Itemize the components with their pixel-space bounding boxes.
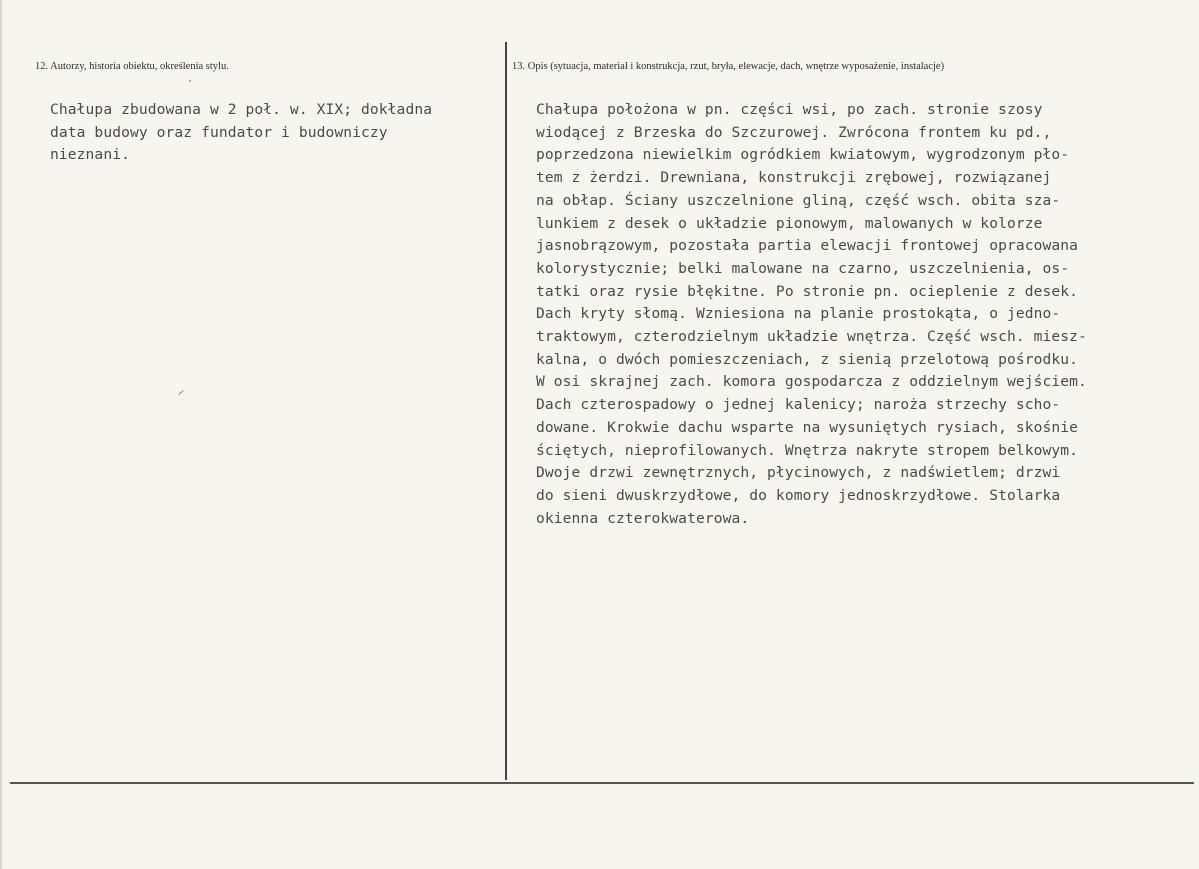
ink-tick xyxy=(178,390,183,395)
text-line: traktowym, czterodzielnym układzie wnętrza. Część wsch. miesz- xyxy=(536,328,1087,346)
section-12-heading: 12. Autorzy, historia obiektu, określenia stylu. xyxy=(35,61,229,72)
text-line: tatki oraz rysie błękitne. Po stronie pn. ocieplenie z desek. xyxy=(536,282,1079,300)
text-line: do sieni dwuskrzydłowe, do komory jednoskrzydłowe. Stolarka xyxy=(536,486,1061,504)
text-line: Dach czterospadowy o jednej kalenicy; naroża strzechy scho- xyxy=(536,396,1061,414)
text-line: poprzedzona niewielkim ogródkiem kwiatowym, wygrodzonym pło- xyxy=(536,146,1070,164)
text-line: tem z żerdzi. Drewniana, konstrukcji zrębowej, rozwiązanej xyxy=(536,169,1052,187)
section-13-text xyxy=(536,99,1196,530)
text-line: na obłap. Ściany uszczelnione gliną, część wsch. obita sza- xyxy=(536,191,1061,209)
text-line: kolorystycznie; belki malowane na czarno, uszczelnienia, os- xyxy=(536,259,1070,277)
text-line: Dach kryty słomą. Wzniesiona na planie prostokąta, o jedno- xyxy=(536,305,1061,323)
text-line: Dwoje drzwi zewnętrznych, płycinowych, z nadświetlem; drzwi xyxy=(536,464,1061,482)
text-line: wiodącej z Brzeska do Szczurowej. Zwrócona frontem ku pd., xyxy=(536,123,1052,141)
text-line: lunkiem z desek o układzie pionowym, malowanych w kolorze xyxy=(536,214,1043,232)
text-line: nieznani. xyxy=(50,146,130,164)
text-line: data budowy oraz fundator i budowniczy xyxy=(50,123,388,141)
text-line: dowane. Krokwie dachu wsparte na wysuniętych rysiach, skośnie xyxy=(536,418,1079,436)
text-line: Chałupa zbudowana w 2 poł. w. XIX; dokładna xyxy=(50,101,433,118)
section-12-text xyxy=(50,99,502,167)
bottom-rule xyxy=(10,782,1194,784)
column-divider xyxy=(505,42,507,780)
ink-dot xyxy=(189,80,191,82)
text-line: ściętych, nieprofilowanych. Wnętrza nakryte stropem belkowym. xyxy=(536,441,1079,459)
text-line: okienna czterokwaterowa. xyxy=(536,509,750,527)
text-line: jasnobrązowym, pozostała partia elewacji frontowej opracowana xyxy=(536,237,1079,255)
text-line: kalna, o dwóch pomieszczeniach, z sienią przelotową pośrodku. xyxy=(536,350,1079,368)
text-line: W osi skrajnej zach. komora gospodarcza z oddzielnym wejściem. xyxy=(536,373,1087,391)
text-line: Chałupa położona w pn. części wsi, po zach. stronie szosy xyxy=(536,101,1043,118)
section-13-heading: 13. Opis (sytuacja, materiał i konstrukcja, rzut, bryła, elewacje, dach, wnętrze wyposażenie, instalacje) xyxy=(512,61,945,72)
